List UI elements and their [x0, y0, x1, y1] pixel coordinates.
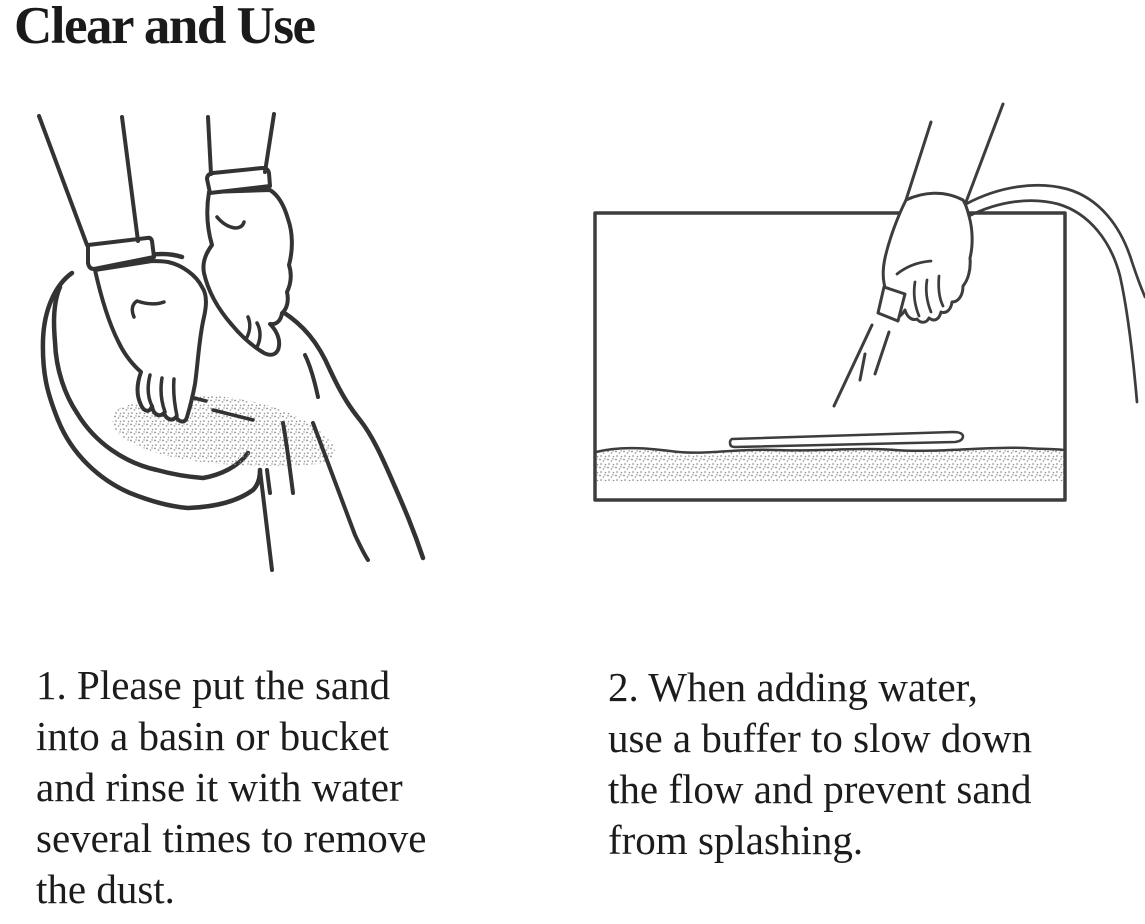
step-1-instructions — [36, 660, 427, 915]
step-2-line: 2. When adding water, — [608, 664, 978, 710]
step-1-line: the dust. — [36, 866, 175, 912]
rinse-sand-illustration — [10, 95, 490, 655]
step-1-line: into a basin or bucket — [36, 713, 389, 759]
step-2-line: use a buffer to slow down — [608, 715, 1032, 761]
falling-water — [834, 325, 889, 406]
step-2-line: the flow and prevent sand — [608, 766, 1032, 812]
right-gloved-hand — [203, 168, 291, 355]
water-hose — [966, 185, 1145, 402]
page-title: Clear and Use — [14, 0, 315, 55]
add-water-illustration — [575, 90, 1145, 520]
left-gloved-hand — [88, 238, 206, 422]
arm — [906, 104, 1003, 202]
buffer-plate — [730, 432, 963, 447]
sand-bed — [596, 448, 1064, 482]
step-1-line: 1. Please put the sand — [36, 662, 391, 708]
step-1-line: several times to remove — [36, 815, 427, 861]
step-2-instructions — [608, 662, 1032, 866]
step-2-line: from splashing. — [608, 817, 864, 863]
step-1-line: and rinse it with water — [36, 764, 403, 810]
